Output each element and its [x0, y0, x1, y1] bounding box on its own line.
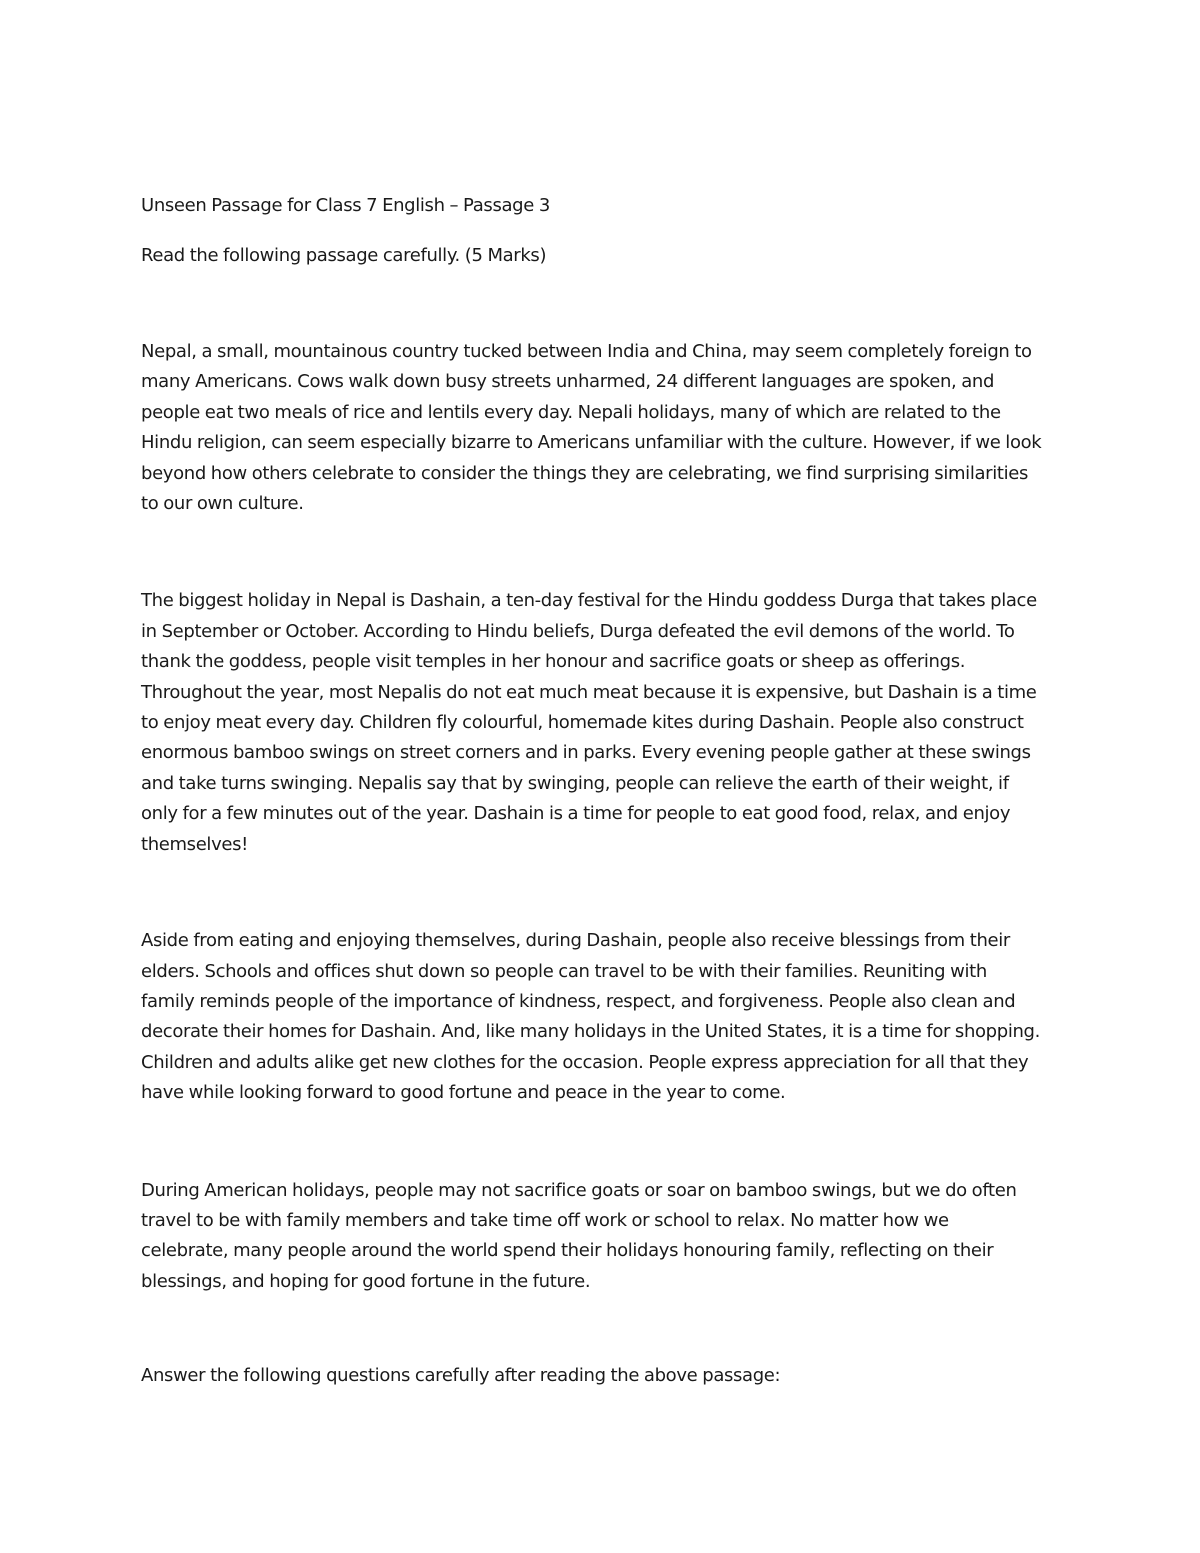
passage-title: Unseen Passage for Class 7 English – Passage 3 — [141, 195, 550, 216]
paragraph-line: to enjoy meat every day. Children fly colourful, homemade kites during Dashain. People also construct — [141, 712, 1024, 734]
instruction-text: Read the following passage carefully. (5 Marks) — [141, 245, 547, 266]
paragraph-line: family reminds people of the importance of kindness, respect, and forgiveness. People also clean and — [141, 990, 1016, 1012]
paragraph-line: only for a few minutes out of the year. Dashain is a time for people to eat good food, relax, and enjoy — [141, 803, 1011, 825]
paragraph-line: have while looking forward to good fortune and peace in the year to come. — [141, 1082, 786, 1104]
paragraph-line: elders. Schools and offices shut down so people can travel to be with their families. Reuniting with — [141, 960, 987, 982]
paragraph-line: During American holidays, people may not sacrifice goats or soar on bamboo swings, but we do often — [141, 1179, 1017, 1201]
paragraph-line: enormous bamboo swings on street corners and in parks. Every evening people gather at these swings — [141, 742, 1031, 764]
paragraph-line: Nepal, a small, mountainous country tucked between India and China, may seem completely foreign to — [141, 341, 1032, 362]
document-body — [141, 194, 1066, 1388]
paragraph-line: and take turns swinging. Nepalis say that by swinging, people can relieve the earth of their weight, if — [141, 772, 1009, 794]
paragraph-line: people eat two meals of rice and lentils every day. Nepali holidays, many of which are related to the — [141, 401, 1001, 423]
paragraph-line: in September or October. According to Hindu beliefs, Durga defeated the evil demons of the world. To — [141, 620, 1015, 642]
paragraph-line: to our own culture. — [141, 493, 304, 515]
paragraph-line: beyond how others celebrate to consider the things they are celebrating, we find surprising similarities — [141, 462, 1028, 484]
paragraph-line: decorate their homes for Dashain. And, like many holidays in the United States, it is a time for shopping. — [141, 1021, 1040, 1043]
paragraph-4 — [141, 1176, 1066, 1298]
paragraph-line: Hindu religion, can seem especially bizarre to Americans unfamiliar with the culture. However, if we look — [141, 432, 1042, 454]
paragraph-3 — [141, 926, 1066, 1108]
paragraph-line: The biggest holiday in Nepal is Dashain, a ten-day festival for the Hindu goddess Durga that takes place — [141, 590, 1037, 612]
questions-prompt: Answer the following questions carefully after reading the above passage: — [141, 1365, 781, 1387]
paragraph-line: many Americans. Cows walk down busy streets unharmed, 24 different languages are spoken, and — [141, 371, 995, 393]
paragraph-line: celebrate, many people around the world spend their holidays honouring family, reflecting on their — [141, 1240, 994, 1262]
paragraph-line: Throughout the year, most Nepalis do not eat much meat because it is expensive, but Dashain is a time — [141, 681, 1037, 703]
paragraph-1 — [141, 337, 1066, 519]
paragraph-line: blessings, and hoping for good fortune in the future. — [141, 1270, 591, 1292]
paragraph-line: travel to be with family members and take time off work or school to relax. No matter how we — [141, 1209, 949, 1231]
paragraph-line: thank the goddess, people visit temples in her honour and sacrifice goats or sheep as offerings. — [141, 651, 966, 673]
paragraph-line: Children and adults alike get new clothes for the occasion. People express appreciation for all that they — [141, 1051, 1029, 1073]
paragraph-line: Aside from eating and enjoying themselves, during Dashain, people also receive blessings from their — [141, 930, 1010, 952]
paragraph-line: themselves! — [141, 833, 248, 855]
paragraph-2 — [141, 586, 1066, 860]
